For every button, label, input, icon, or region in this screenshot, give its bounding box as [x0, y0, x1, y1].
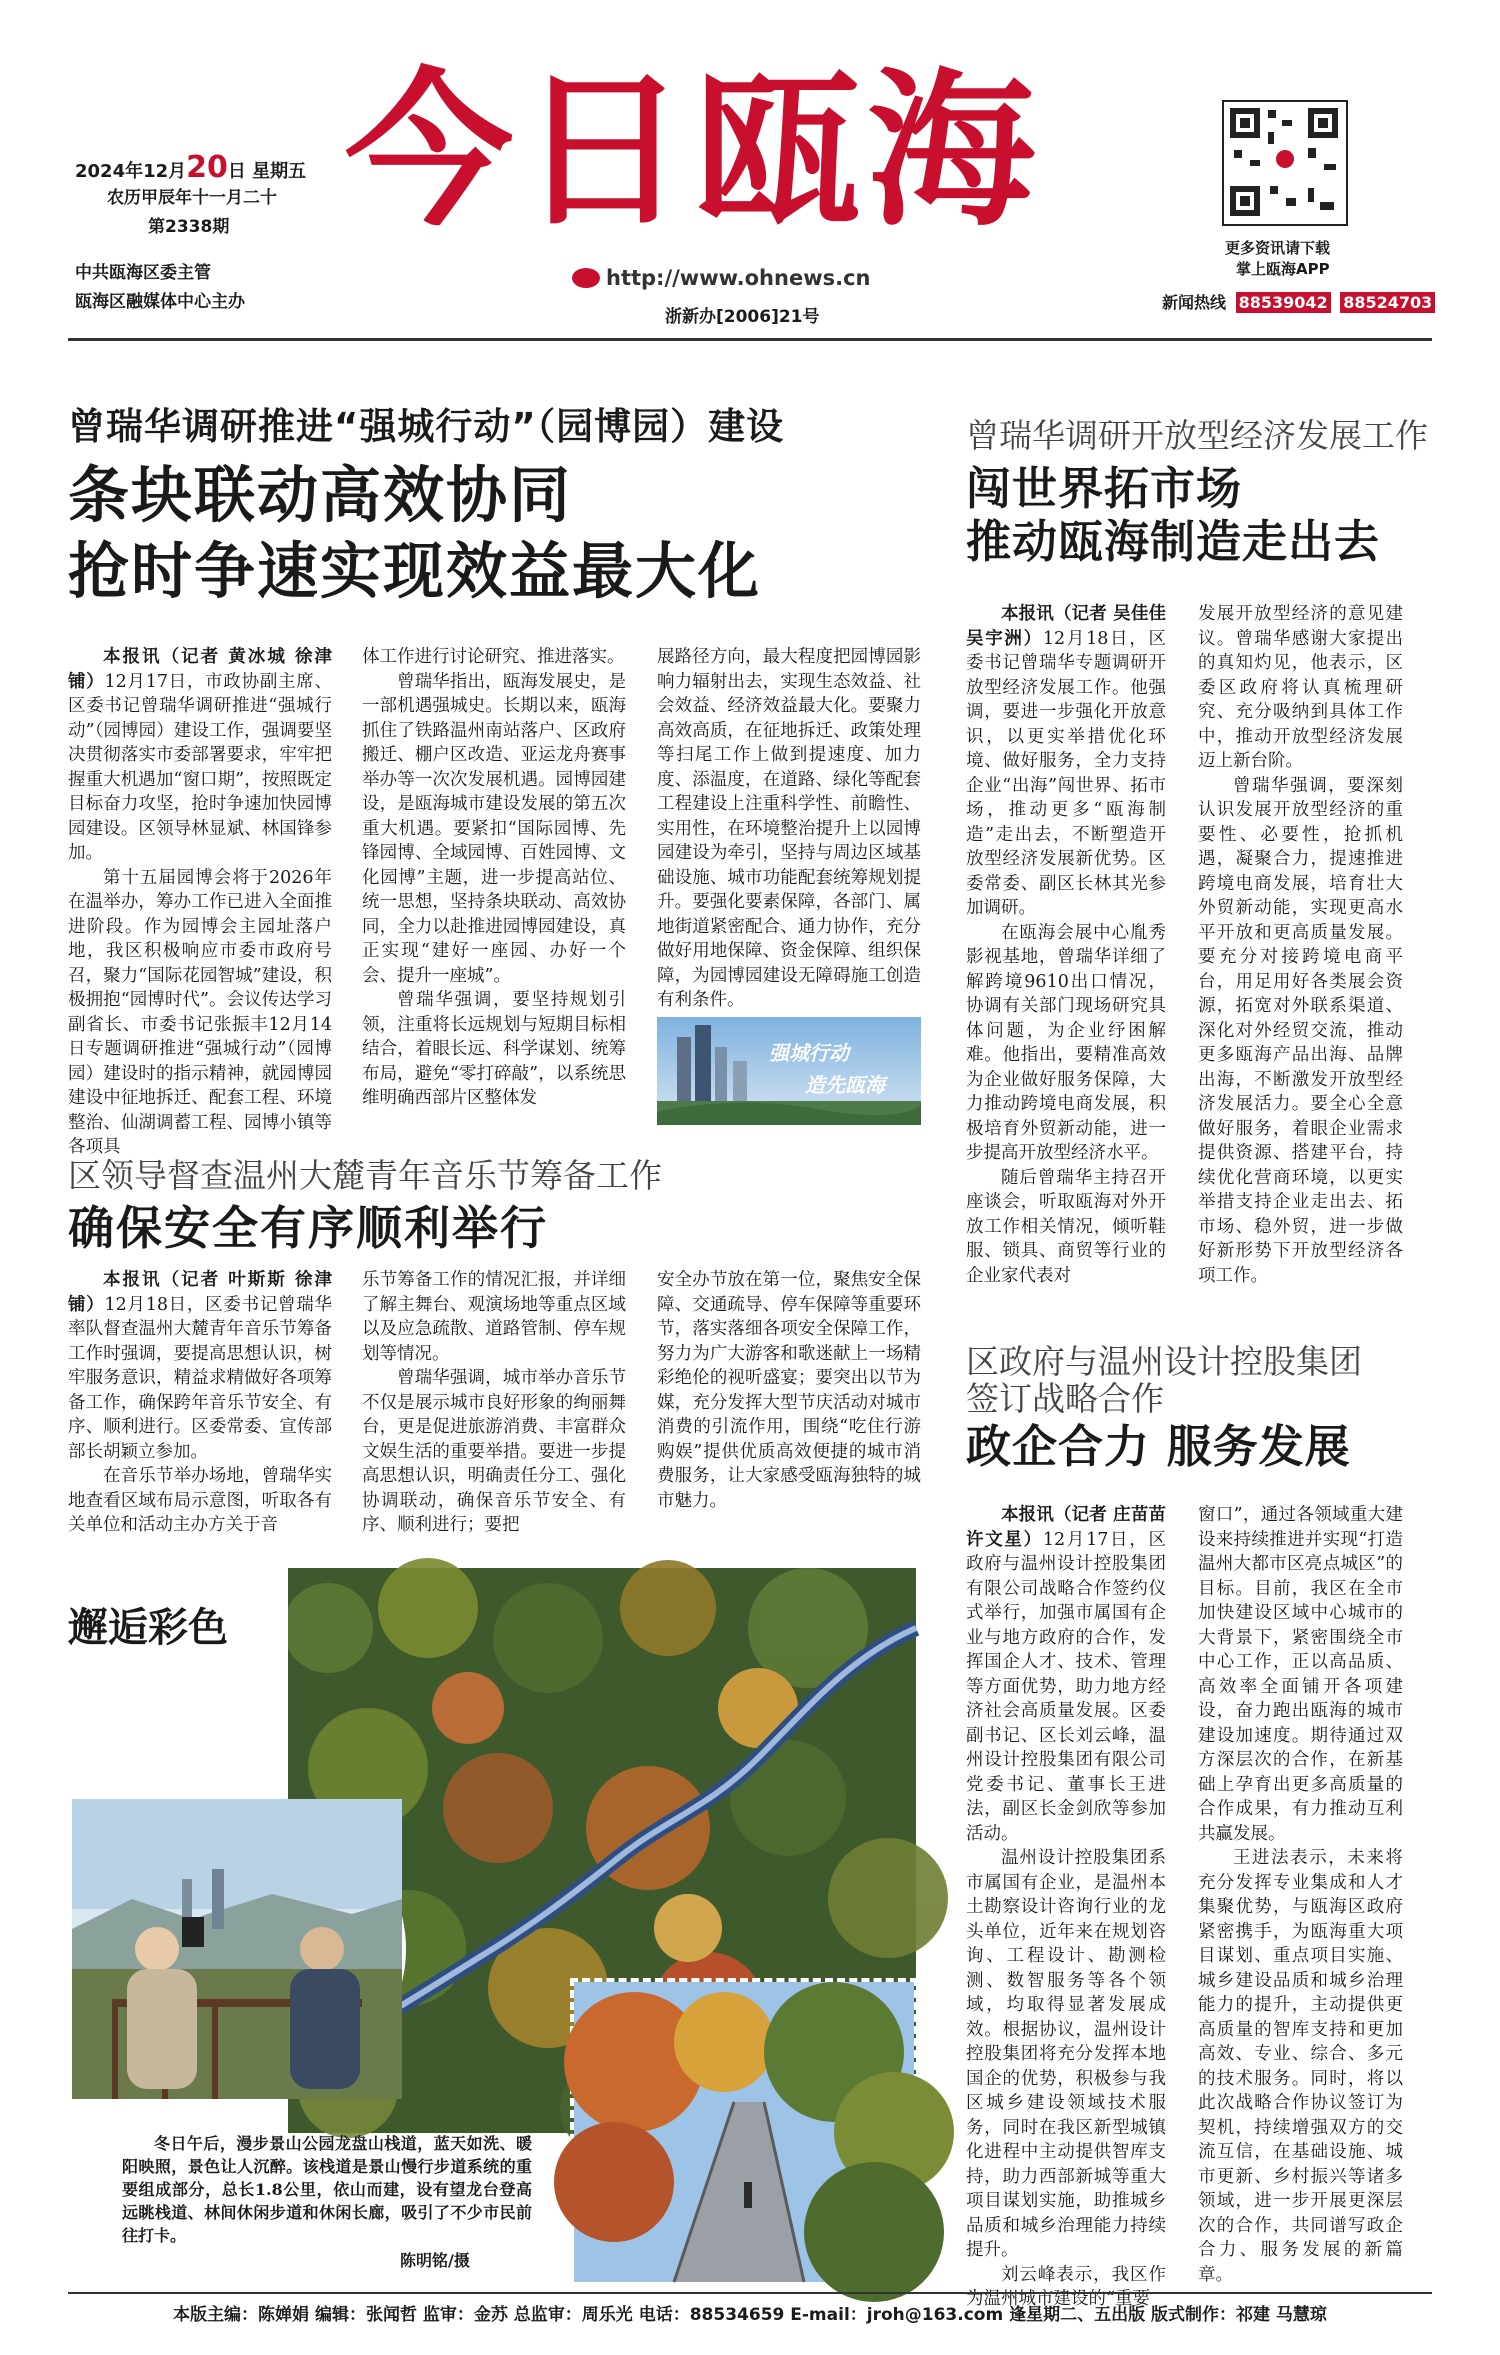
paragraph: 第十五届园博会将于2026年在温举办，筹办工作已进入全面推进阶段。作为园博会主园址落户地，我区积极响应市委市政府号召，聚力“国际花园智城”建设，积极拥抱“园博时代”。会议传达学习副省长、市委书记张振丰12月14日专题调研推进“强城行动”（园博园）建设时的指示精神，就园博园建设中征地拆迁、配套工程、环境整治、仙湖调蓄工程、园博小镇等各项具: [68, 867, 332, 1157]
lead-headline-1: 条块联动高效协同: [68, 460, 573, 531]
visitors-photo: [68, 1795, 406, 2103]
photo-caption: 冬日午后，漫步景山公园龙盘山栈道，蓝天如洗、暖阳映照，景色让人沉醉。该栈道是景山慢行步道系统的重要组成部分，总长1.8公里，依山而建，设有望龙台登高远眺栈道、林间休闲步道和休闲长廊，吸引了不少市民前往打卡。: [122, 2134, 532, 2245]
open-economy-headline-1: 闯世界拓市场: [966, 462, 1243, 515]
news-hotline: [1162, 290, 1435, 313]
qr-caption-2: 掌上瓯海APP: [1236, 260, 1330, 278]
paragraph: 12月18日，区委书记曾瑞华率队督查温州大麓青年音乐节筹备工作时强调，要提高思想认识，树牢服务意识，精益求精做好各项筹备工作，确保跨年音乐节安全、有序、顺利进行。区委常委、宣传部部长胡颖立参加。: [68, 1294, 333, 1462]
date-day: 20: [186, 150, 228, 185]
date-prefix: 2024年12月: [75, 161, 187, 182]
paragraph: 发展开放型经济的意见建议。曾瑞华感谢大家提出的真知灼见，他表示，区委区政府将认真梳理研究、充分吸纳到具体工作中，推动开放型经济发展迈上新台阶。: [1198, 604, 1403, 771]
photo-feature-title: 邂逅彩色: [68, 1588, 288, 1656]
design-group-headline: 政企合力 服务发展: [966, 1420, 1351, 1473]
qr-code-icon[interactable]: [1222, 100, 1348, 226]
paragraph: 在瓯海会展中心胤秀影视基地，曾瑞华详细了解跨境9610出口情况，协调有关部门现场研究具体问题，为企业纾困解难。他指出，要精准高效为企业做好服务保障，大力推动跨境电商发展，积极培育外贸新动能，进一步提高开放型经济水平。: [966, 922, 1166, 1163]
sponsor-line-2: 瓯海区融媒体中心主办: [75, 292, 245, 312]
music-festival-column-1: [68, 1268, 333, 1535]
sponsor-line-1: 中共瓯海区委主管: [75, 263, 211, 283]
music-festival-column-3: [657, 1268, 921, 1526]
ohnews-logo-icon: [572, 268, 600, 288]
paragraph: 曾瑞华指出，瓯海发展史，是一部机遇强城史。长期以来，瓯海抓住了铁路温州南站落户、区政府搬迁、棚户区改造、亚运龙舟赛事举办等一次次发展机遇。园博园建设，是瓯海城市建设发展的第五次重大机遇。要紧扣“国际园博、先锋园博、全域园博、百姓园博、文化园博”主题，进一步提高站位、统一思想，坚持条块联动、高效协同，全力以赴推进园博园建设，真正实现“建好一座园、办好一个会、提升一座城”。: [362, 671, 626, 986]
design-group-byline: 本报讯（记者 庄苗苗 许文星）: [966, 1505, 1166, 1550]
lead-article-column-3: [657, 645, 921, 1015]
paragraph: 温州设计控股集团系市属国有企业，是温州本土勘察设计咨询行业的龙头单位，近年来在规划咨询、工程设计、勘测检测、数智服务等各个领域，均取得显著发展成效。根据协议，温州设计控股集团将充分发挥本地国企的优势，积极参与我区城乡建设领域技术服务，同时在我区新型城镇化进程中主动提供智库支持，助力西部新城等重大项目谋划实施，助推城乡品质和城乡治理能力持续提升。: [966, 1848, 1166, 2260]
hotline-number-2[interactable]: 88524703: [1340, 292, 1435, 313]
qr-caption-1: 更多资讯请下载: [1225, 239, 1331, 257]
lead-article-column-1: [68, 645, 333, 1157]
paragraph: 安全办节放在第一位，聚焦安全保障、交通疏导、停车保障等重要环节，落实落细各项安全保障工作，努力为广大游客和歌迷献上一场精彩绝伦的视听盛宴；要突出以节为媒，充分发挥大型节庆活动对城市消费的引流作用，围绕“吃住行游购娱”提供优质高效便捷的城市消费服务，让大家感受瓯海独特的城市魅力。: [657, 1270, 921, 1511]
paragraph: 乐节筹备工作的情况汇报，并详细了解主舞台、观演场地等重点区域以及应急疏散、道路管制、停车规划等情况。: [362, 1270, 626, 1364]
open-economy-column-1: [966, 602, 1166, 1286]
music-festival-byline: 本报讯（记者 叶斯斯 徐津铺）: [68, 1270, 332, 1315]
lead-subheadline: 曾瑞华调研推进“强城行动”（园博园）建设: [68, 405, 785, 448]
paragraph: 曾瑞华强调，城市举办音乐节不仅是展示城市良好形象的绚丽舞台，更是促进旅游消费、丰富群众文娱生活的重要举措。要进一步提高思想认识，明确责任分工、强化协调联动，确保音乐节安全、有序、顺利进行；要把: [362, 1368, 626, 1535]
lunar-date: 农历甲辰年十一月二十: [107, 188, 277, 208]
expo-park-photo: [657, 1017, 921, 1125]
paragraph: 王进法表示，未来将充分发挥专业集成和人才集聚优势，与瓯海区政府紧密携手，为瓯海重大项目谋划、重点项目实施、城乡建设品质和城乡治理能力的提升，主动提供更高质量的智库支持和更加高效、专业、综合、多元的技术服务。同时，将以此次战略合作协议签订为契机，持续增强双方的交流互信，在基础设施、城市更新、乡村振兴等诸多领域，进一步开展更深层次的合作，共同谱写政企合力、服务发展的新篇章。: [1198, 1848, 1403, 2285]
paragraph: 12月17日，区政府与温州设计控股集团有限公司战略合作签约仪式举行，加强市属国有企业与地方政府的合作，发挥国企人才、技术、管理等方面优势，助力地方经济社会高质量发展。区委副书记、区长刘云峰，温州设计控股集团有限公司党委书记、董事长王进法，副区长金剑欣等参加活动。: [966, 1529, 1166, 1844]
design-group-subheadline-1: 区政府与温州设计控股集团: [966, 1342, 1362, 1381]
open-economy-byline: 本报讯（记者 吴佳佳 吴宇洲）: [966, 604, 1166, 649]
paragraph: 曾瑞华强调，要深刻认识发展开放型经济的重要性、必要性，抢抓机遇，凝聚合力，提速推进跨境电商发展，培育壮大外贸新动能，实现更高水平开放和更高质量发展。要充分对接跨境电商平台，用足用好各类展会资源，拓宽对外联系渠道、深化对外经贸交流，推动更多瓯海产品出海、品牌出海，不断激发开放型经济发展活力。要全心全意做好服务，着眼企业需求提供资源、搭建平台，持续优化营商环境，以更实举措支持企业走出去、拓市场、稳外贸，进一步做好新形势下开放型经济各项工作。: [1198, 775, 1403, 1286]
date-suffix: 日 星期五: [227, 161, 307, 182]
page-footer: 本版主编：陈婵娟 编辑：张闻哲 监审：金苏 总监审：周乐光 电话：88534659 E-mail：jroh@163.com 逢星期二、五出版 版式制作：祁建 马慧琼: [173, 2305, 1327, 2325]
open-economy-column-2: [1198, 602, 1403, 1286]
paragraph: 刘云峰表示，我区作为温州城市建设的“重要: [966, 2264, 1166, 2309]
paragraph: 曾瑞华强调，要坚持规划引领，注重将长远规划与短期目标相结合，着眼长远、科学谋划、统筹布局，避免“零打碎敲”，以系统思维明确西部片区整体发: [362, 990, 626, 1108]
paragraph: 12月18日，区委书记曾瑞华专题调研开放型经济发展工作。他强调，要进一步强化开放意识，以更实举措优化环境、做好服务，全力支持企业“出海”闯世界、拓市场，推动更多“瓯海制造”走出去，不断塑造开放型经济发展新优势。区委常委、副区长林其光参加调研。: [966, 628, 1166, 918]
music-festival-subheadline: 区领导督查温州大麓青年音乐节筹备工作: [68, 1156, 662, 1195]
open-economy-headline-2: 推动瓯海制造走出去: [966, 515, 1381, 568]
design-group-column-1: [966, 1503, 1166, 2309]
open-economy-subheadline: 曾瑞华调研开放型经济发展工作: [966, 416, 1428, 455]
paragraph: 随后曾瑞华主持召开座谈会，听取瓯海对外开放工作相关情况，倾听鞋服、锁具、商贸等行业的企业家代表对: [966, 1167, 1166, 1286]
paragraph: 12月17日，市政协副主席、区委书记曾瑞华调研推进“强城行动”（园博园）建设工作，强调要坚决贯彻落实市委部署要求，牢牢把握重大机遇加“窗口期”，按照既定目标奋力攻坚，抢时争速加快园博园建设。区领导林显斌、林国锋参加。: [68, 671, 333, 863]
website-url[interactable]: [572, 266, 870, 290]
paragraph: 在音乐节举办场地，曾瑞华实地查看区域布局示意图，听取各有关单位和活动主办方关于音: [68, 1466, 332, 1535]
walkway-path-photo: [570, 1978, 918, 2286]
issue-number: 第2338期: [148, 217, 230, 237]
photo-slogan-1: 强城行动: [769, 1041, 849, 1065]
lead-article-column-2: [362, 645, 626, 1145]
newspaper-title: 今日瓯海: [345, 51, 1041, 249]
hotline-label: 新闻热线: [1162, 293, 1227, 312]
hotline-number-1[interactable]: 88539042: [1236, 292, 1331, 313]
paragraph: 展路径方向，最大程度把园博园影响力辐射出去，实现生态效益、社会效益、经济效益最大化。要聚力高效高质，在征地拆迁、政策处理等扫尾工作上做到提速度、加力度、添温度，在道路、绿化等配套工程建设上注重科学性、前瞻性、实用性，在环境整治提升上以园博园建设为牵引，坚持与周边区域基础设施、城市功能配套统筹规划提升。要强化要素保障，各部门、属地街道紧密配合、通力协作，充分做好用地保障、资金保障、组织保障，为园博园建设无障碍施工创造有利条件。: [657, 647, 921, 1010]
license-number: 浙新办[2006]21号: [665, 307, 820, 327]
lead-headline-2: 抢时争速实现效益最大化: [68, 536, 762, 607]
photo-slogan-2: 造先瓯海: [805, 1073, 885, 1097]
masthead-divider: [68, 338, 1432, 341]
design-group-subheadline-2: 签订战略合作: [966, 1379, 1164, 1418]
website-url-text: http://www.ohnews.cn: [606, 266, 871, 290]
paragraph: 窗口”，通过各领域重大建设来持续推进并实现“打造温州大都市区亮点城区”的目标。目前，我区在全市加快建设区域中心城市的大背景下，紧密围绕全市中心工作，正以高品质、高效率全面铺开各项建设，奋力跑出瓯海的城市建设加速度。期待通过双方深层次的合作，在新基础上孕育出更多高质量的合作成果，有力推动互利共赢发展。: [1198, 1505, 1403, 1844]
paragraph: 体工作进行讨论研究、推进落实。: [362, 647, 625, 667]
lead-byline: 本报讯（记者 黄冰城 徐津铺）: [68, 647, 332, 692]
design-group-column-2: [1198, 1503, 1403, 2288]
footer-divider: [68, 2292, 1432, 2294]
photo-credit: 陈明铭/摄: [400, 2251, 470, 2270]
music-festival-column-2: [362, 1268, 626, 1535]
music-festival-headline: 确保安全有序顺利举行: [68, 1201, 548, 1255]
issue-date: [75, 150, 306, 185]
